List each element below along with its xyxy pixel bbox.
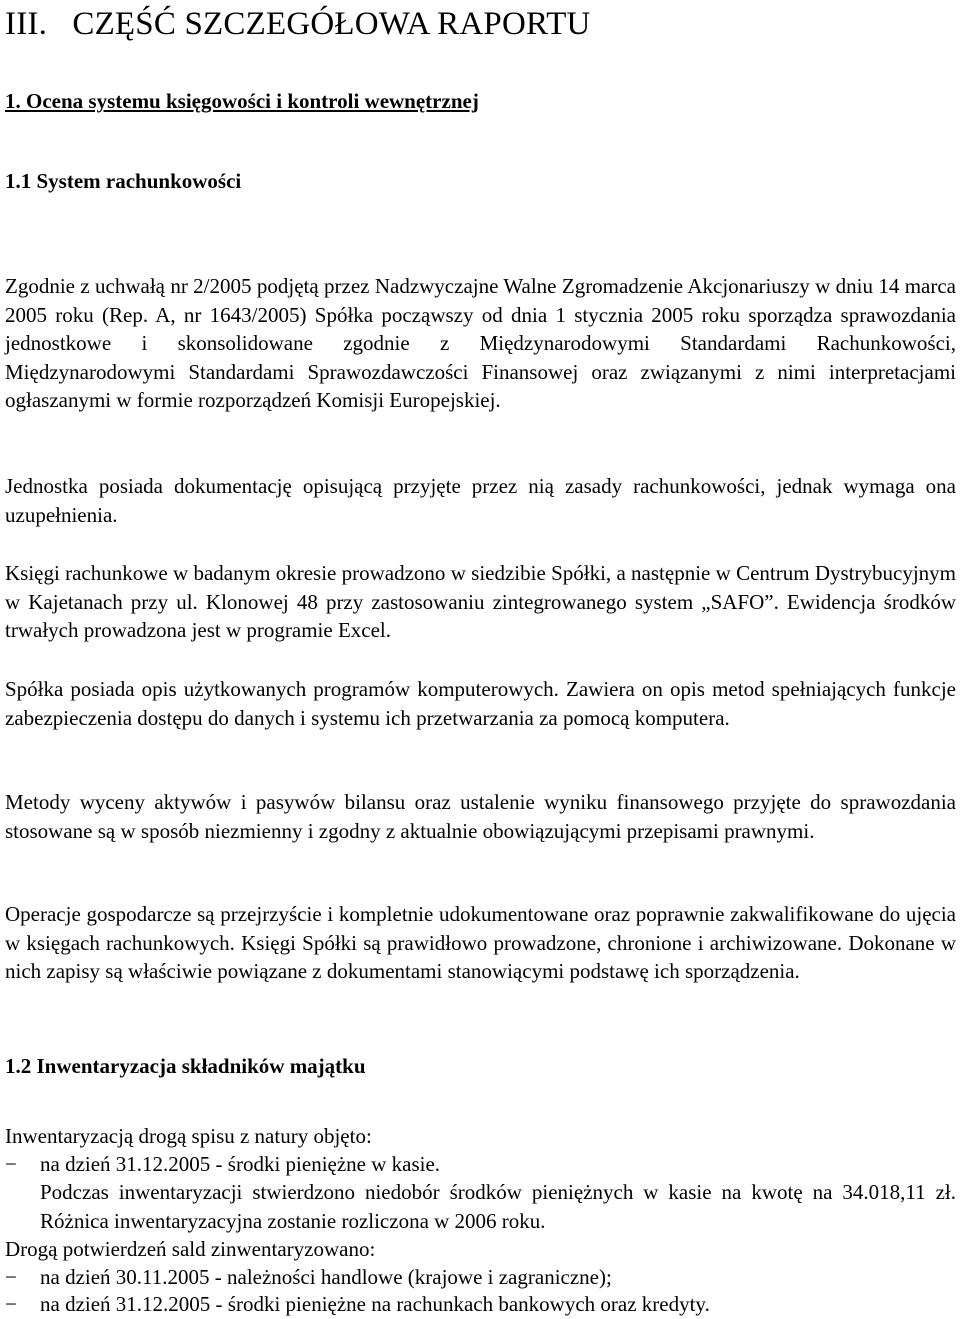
list-dash: −: [5, 1265, 17, 1289]
subsection-heading-inventory: 1.2 Inwentaryzacja składników majątku: [5, 1054, 366, 1078]
paragraph-ifrs-resolution: Zgodnie z uchwałą nr 2/2005 podjętą przez Nadzwyczajne Walne Zgromadzenie Akcjonariuszy w dniu 14 marca 2005 roku (Rep. A, nr 1643/2005) Spółka począwszy od dnia 1 stycznia 2005 roku sporządza sprawozdania jednostkowe i skonsolidowane zgodnie z Międzynarodowymi Standardami Rachunkowości, Międzynarodowymi Standardami Sprawozdawczości Finansowej oraz związanymi z nimi interpretacjami ogłaszanymi w formie rozporządzeń Komisji Europejskiej.: [5, 274, 956, 412]
section-heading-accounting-control: 1. Ocena systemu księgowości i kontroli wewnętrznej: [5, 89, 479, 113]
main-heading: III. CZĘŚĆ SZCZEGÓŁOWA RAPORTU: [5, 6, 591, 42]
list-dash: −: [5, 1292, 17, 1316]
list-item-cash-shortage-note: Podczas inwentaryzacji stwierdzono niedobór środków pieniężnych w kasie na kwotę na 34.018,11 zł. Różnica inwentaryzacyjna zostanie rozliczona w 2006 roku.: [40, 1180, 956, 1233]
inventory-intro-confirmation: Drogą potwierdzeń sald zinwentaryzowano:: [5, 1237, 376, 1261]
list-item-cash-count: na dzień 31.12.2005 - środki pieniężne w kasie.: [40, 1152, 441, 1176]
list-item-receivables: na dzień 30.11.2005 - należności handlowe (krajowe i zagraniczne);: [40, 1265, 612, 1289]
list-dash: −: [5, 1152, 17, 1176]
list-item-bank-accounts: na dzień 31.12.2005 - środki pieniężne na rachunkach bankowych oraz kredyty.: [40, 1292, 710, 1316]
subsection-heading-accounting-system: 1.1 System rachunkowości: [5, 169, 242, 193]
paragraph-accounting-books: Księgi rachunkowe w badanym okresie prowadzono w siedzibie Spółki, a następnie w Centrum Dystrybucyjnym w Kajetanach przy ul. Klonowej 48 przy zastosowaniu zintegrowanego system „SAFO”. Ewidencja środków trwałych prowadzona jest w programie Excel.: [5, 561, 956, 642]
paragraph-business-operations: Operacje gospodarcze są przejrzyście i kompletnie udokumentowane oraz poprawnie zakwalifikowane do ujęcia w księgach rachunkowych. Księgi Spółki są prawidłowo prowadzone, chronione i archiwizowane. Dokonane w nich zapisy są właściwie powiązane z dokumentami stanowiącymi podstawę ich sporządzenia.: [5, 902, 956, 983]
paragraph-valuation-methods: Metody wyceny aktywów i pasywów bilansu oraz ustalenie wyniku finansowego przyjęte do sprawozdania stosowane są w sposób niezmienny i zgodny z aktualnie obowiązującymi przepisami prawnymi.: [5, 790, 956, 843]
paragraph-software-description: Spółka posiada opis użytkowanych programów komputerowych. Zawiera on opis metod spełniających funkcje zabezpieczenia dostępu do danych i systemu ich przetwarzania za pomocą komputera.: [5, 677, 956, 730]
paragraph-documentation: Jednostka posiada dokumentację opisującą przyjęte przez nią zasady rachunkowości, jednak wymaga ona uzupełnienia.: [5, 474, 956, 527]
inventory-intro-physical: Inwentaryzacją drogą spisu z natury objęto:: [5, 1124, 372, 1148]
